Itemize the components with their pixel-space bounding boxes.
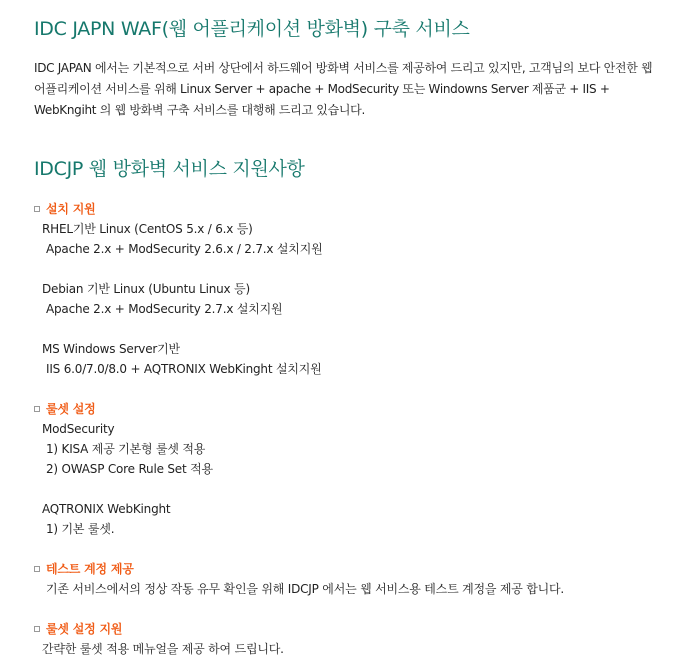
section-label bbox=[34, 619, 564, 639]
page-title: IDC JAPN WAF(웹 어플리케이션 방화벽) 구축 서비스 bbox=[34, 18, 470, 40]
support-list bbox=[34, 199, 564, 659]
section-label bbox=[34, 559, 564, 579]
spacer bbox=[34, 379, 564, 399]
list-item: Apache 2.x + ModSecurity 2.6.x / 2.7.x 설치지원 bbox=[46, 242, 323, 256]
section-label bbox=[34, 399, 564, 419]
list-item: IIS 6.0/7.0/8.0 + AQTRONIX WebKinght 설치지원 bbox=[46, 362, 322, 376]
intro-paragraph: IDC JAPAN 에서는 기본적으로 서버 상단에서 하드웨어 방화벽 서비스를 제공하여 드리고 있지만, 고객님의 보다 안전한 웹 어플리케이션 서비스를 위해 Linux Server + apache + ModSecurity 또는 Windowns Server 제품군 + IIS + WebKngiht 의 웹 방화벽 구축 서비스를 대행해 드리고 있습니다. bbox=[34, 61, 653, 117]
spacer bbox=[34, 319, 564, 339]
list-item: ModSecurity bbox=[42, 422, 115, 436]
list-item: Apache 2.x + ModSecurity 2.7.x 설치지원 bbox=[46, 302, 283, 316]
square-bullet-icon bbox=[34, 406, 40, 412]
list-item: AQTRONIX WebKinght bbox=[42, 502, 171, 516]
list-item: 1) 기본 룰셋. bbox=[46, 522, 115, 536]
list-item: 1) KISA 제공 기본형 룰셋 적용 bbox=[46, 442, 206, 456]
list-item: 기존 서비스에서의 정상 작동 유무 확인을 위해 IDCJP 에서는 웹 서비스용 테스트 계정을 제공 합니다. bbox=[46, 582, 565, 596]
section-label-text: 테스트 계정 제공 bbox=[46, 562, 134, 576]
section-label bbox=[34, 199, 564, 219]
list-item: Debian 기반 Linux (Ubuntu Linux 등) bbox=[42, 282, 250, 296]
square-bullet-icon bbox=[34, 566, 40, 572]
square-bullet-icon bbox=[34, 626, 40, 632]
list-item: RHEL기반 Linux (CentOS 5.x / 6.x 등) bbox=[42, 222, 253, 236]
list-item: 2) OWASP Core Rule Set 적용 bbox=[46, 462, 213, 476]
list-item: 간략한 룰셋 적용 메뉴얼을 제공 하여 드립니다. bbox=[42, 642, 284, 656]
spacer bbox=[34, 259, 564, 279]
spacer bbox=[34, 599, 564, 619]
section-label-text: 룰셋 설정 지원 bbox=[46, 622, 123, 636]
section-label-text: 설치 지원 bbox=[46, 202, 96, 216]
section-title: IDCJP 웹 방화벽 서비스 지원사항 bbox=[34, 158, 305, 180]
list-item: MS Windows Server기반 bbox=[42, 342, 180, 356]
spacer bbox=[34, 479, 564, 499]
section-label-text: 룰셋 설정 bbox=[46, 402, 96, 416]
spacer bbox=[34, 539, 564, 559]
square-bullet-icon bbox=[34, 206, 40, 212]
